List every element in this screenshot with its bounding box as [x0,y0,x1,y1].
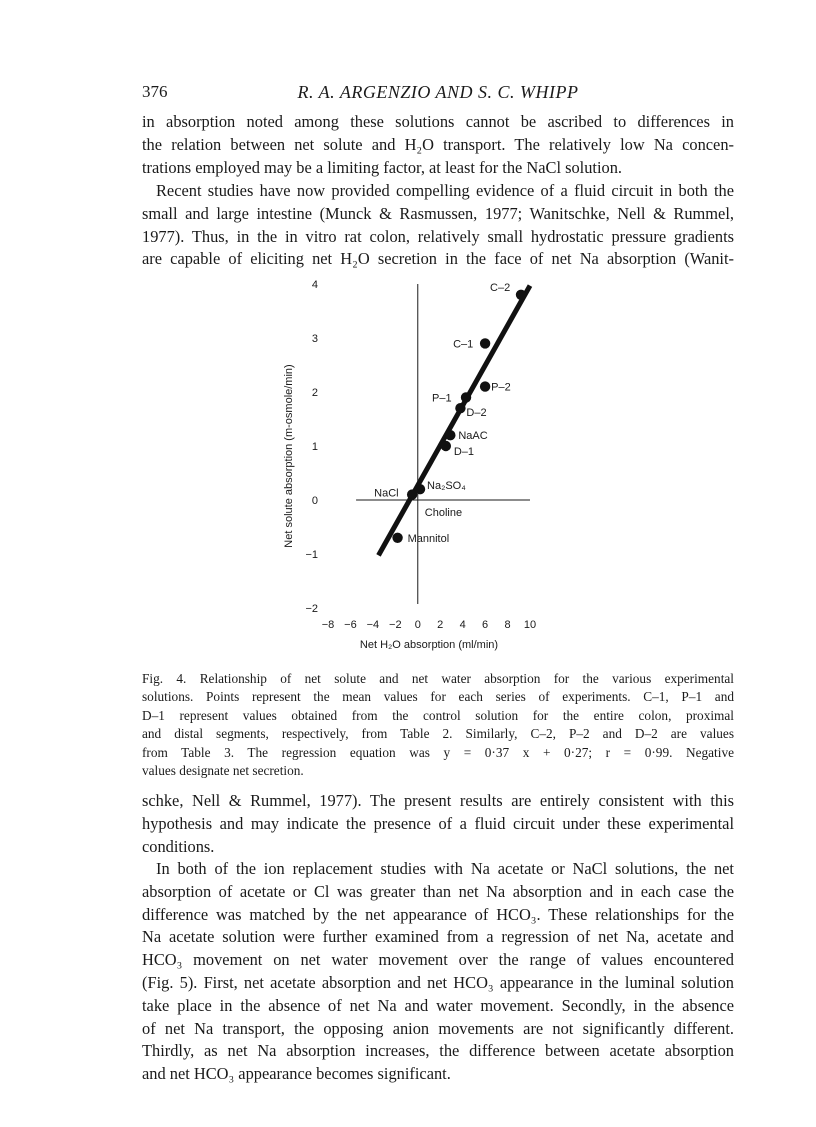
text-line: Na acetate solution were further examined from a regression of net Na, acetate and [142,927,734,947]
text-line: take place in the absence of net Na and water movement. Secondly, in the absence [142,995,734,1015]
point-label: C–2 [490,281,511,294]
x-tick-label: 10 [523,619,537,631]
text-line: absorption of acetate or Cl was greater than net Na absorption and in each case the [142,881,734,901]
point-label: Na₂SO₄ [427,480,466,493]
x-tick-label: −6 [344,619,357,631]
text-line: HCO₃ movement on net water movement over the range of values encountered [142,950,734,970]
y-tick-label: 2 [311,387,318,399]
figure-4 [268,262,558,662]
y-tick-label: 4 [311,279,318,291]
x-axis-title: Net H₂O absorption (ml/min) [359,639,499,651]
page-number: 376 [142,82,168,101]
data-point [441,441,451,451]
y-axis-title: Net solute absorption (m-osmole/min) [283,364,295,548]
text-line: and net HCO₃ appearance becomes significant. [142,1064,451,1084]
text-line: the relation between net solute and H₂O transport. The relatively low Na concen- [142,134,734,154]
running-head-authors: R. A. ARGENZIO AND S. C. WHIPP [297,82,579,102]
point-label: Choline [424,507,463,519]
data-point [480,338,490,348]
y-tick-label: 0 [311,495,318,507]
paragraph-2 [142,180,734,271]
point-label: C–1 [453,338,474,351]
caption-line: D–1 represent values obtained from the control solution for the entire colon, proximal [142,707,734,723]
caption-line: Fig. 4. Relationship of net solute and net water absorption for the various experimental [142,671,734,686]
paragraph-3 [142,790,734,858]
data-point [461,392,471,402]
caption-line: from Table 3. The regression equation was y = 0·37 x + 0·27; r = 0·99. Negative [142,744,734,760]
point-label: D–1 [453,446,475,458]
text-line: in absorption noted among these solutions cannot be ascribed to differences in [142,112,734,131]
x-tick-label: −8 [321,619,335,631]
x-tick-label: 6 [482,619,489,631]
point-label: NaAC [458,430,488,443]
data-point [392,533,402,543]
text-line: hypothesis and may indicate the presence of a fluid circuit under these experimental [142,813,734,833]
text-line: schke, Nell & Rummel, 1977). The present results are entirely consistent with this [142,791,734,810]
text-line: In both of the ion replacement studies with Na acetate or NaCl solutions, the net [156,859,734,878]
x-tick-label: −2 [389,619,402,631]
data-point [415,484,425,494]
y-tick-label: −2 [305,603,318,615]
text-line: small and large intestine (Munck & Rasmussen, 1977; Wanitschke, Nell & Rummel, [142,203,734,223]
text-line: Recent studies have now provided compelling evidence of a fluid circuit in both the [156,181,734,200]
point-label: P–2 [491,381,511,394]
caption-line: values designate net secretion. [142,763,304,779]
x-tick-label: 4 [459,619,466,631]
x-tick-label: −4 [366,619,380,631]
point-label: P–1 [432,392,452,405]
paragraph-4 [142,858,734,1086]
text-line: (Fig. 5). First, net acetate absorption and net HCO₃ appearance in the luminal solution [142,972,734,992]
x-tick-label: 0 [414,619,421,631]
text-line: of net Na transport, the opposing anion movements are not significantly different. [142,1018,734,1038]
point-label: D–2 [466,407,487,420]
running-header [142,82,734,108]
y-tick-label: 3 [311,333,318,345]
text-line: Thirdly, as net Na absorption increases, the difference between acetate absorption [142,1041,734,1061]
y-tick-label: 1 [311,441,318,453]
caption-line: and distal segments, respectively, from Table 2. Similarly, C–2, P–2 and D–2 are values [142,726,734,742]
figure-caption [142,670,734,780]
paragraph-1 [142,111,734,179]
text-line: difference was matched by the net appearance of HCO₃. These relationships for the [142,904,734,924]
text-line: trations employed may be a limiting factor, at least for the NaCl solution. [142,157,623,177]
text-line: conditions. [142,836,215,856]
scatter-chart [268,262,558,662]
data-point [516,290,526,300]
text-line: are capable of eliciting net H₂O secretion in the face of net Na absorption (Wanit- [142,249,734,269]
y-tick-label: −1 [305,549,318,561]
data-point [455,403,465,413]
caption-line: solutions. Points represent the mean values for each series of experiments. C–1, P–1 and [142,689,734,705]
text-line: 1977). Thus, in the in vitro rat colon, relatively small hydrostatic pressure gradients [142,226,734,246]
x-tick-label: 8 [504,619,511,631]
point-label: Mannitol [407,532,450,545]
point-label: NaCl [374,487,399,500]
data-point [445,430,455,440]
x-tick-label: 2 [437,619,444,631]
data-point [480,381,490,391]
